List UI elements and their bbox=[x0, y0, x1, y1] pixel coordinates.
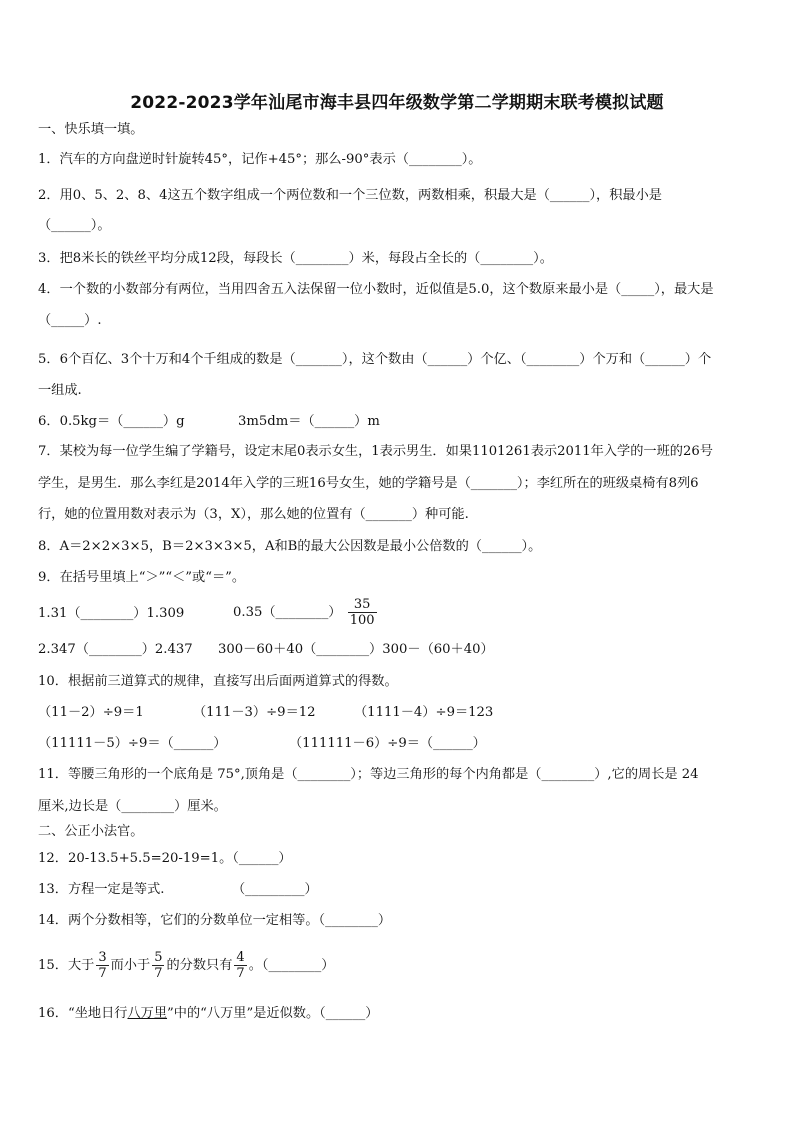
question-7-line-1: 7．某校为每一位学生编了学籍号，设定末尾0表示女生，1表示男生．如果1101261表示2011年入学的一班的26号 bbox=[38, 444, 713, 459]
question-1: 1．汽车的方向盘逆时针旋转45°，记作+45°；那么-90°表示（________）。 bbox=[38, 152, 482, 167]
question-3: 3．把8米长的铁丝平均分成12段，每段长（________）米，每段占全长的（________）。 bbox=[38, 251, 553, 266]
underlined-phrase: 八万里 bbox=[127, 1006, 168, 1021]
question-16: 16．“坐地日行八万里”中的“八万里”是近似数。（______） bbox=[38, 1006, 379, 1021]
question-5-line-1: 5．6个百亿、3个十万和4个千组成的数是（_______），这个数由（______）个亿、（________）个万和（______）个 bbox=[38, 352, 712, 367]
fraction-numerator: 35 bbox=[348, 597, 377, 613]
question-8: 8．A＝2×2×3×5，B＝2×3×3×5，A和B的最大公因数是最小公倍数的（______）。 bbox=[38, 539, 542, 554]
question-10-eq-3: （1111－4）÷9＝123 bbox=[354, 705, 494, 720]
question-6-part-b: 3m5dm＝（______）m bbox=[238, 414, 380, 429]
question-14: 14．两个分数相等，它们的分数单位一定相等。（________） bbox=[38, 913, 392, 928]
question-13: 13．方程一定是等式. bbox=[38, 882, 165, 897]
fraction-denominator: 100 bbox=[349, 613, 375, 628]
page-title: 2022-2023学年汕尾市海丰县四年级数学第二学期期末联考模拟试题 bbox=[130, 93, 664, 113]
question-9-row-2-a: 2.347（________）2.437 bbox=[38, 642, 193, 657]
fraction-5-7: $\frac{5}{7}$ bbox=[154, 950, 163, 981]
section-heading-fill: 一、快乐填一填。 bbox=[38, 122, 144, 137]
question-11-line-2: 厘米,边长是（________）厘米。 bbox=[38, 799, 227, 814]
question-2-line-2: （______）。 bbox=[38, 218, 111, 233]
question-4-line-2: （_____）. bbox=[38, 313, 102, 328]
question-9-row-1-b bbox=[233, 597, 379, 629]
question-9: 9．在括号里填上“＞”“＜”或“＝”。 bbox=[38, 570, 246, 585]
question-15: 15．大于 $\frac{3}{7}$ 而小于 $\frac{5}{7}$ 的分数只有 $\frac{4}{7}$ 。（________） bbox=[38, 950, 335, 981]
question-11-line-1: 11．等腰三角形的一个底角是 75°,顶角是（________）；等边三角形的每个内角都是（________）,它的周长是 24 bbox=[38, 767, 699, 782]
question-10-eq-5: （111111－6）÷9＝（______） bbox=[289, 736, 486, 751]
question-9-row-2-b: 300－60＋40（________）300－（60＋40） bbox=[218, 642, 494, 657]
question-13-answer: （_________） bbox=[232, 882, 318, 897]
question-10: 10．根据前三道算式的规律，直接写出后面两道算式的得数。 bbox=[38, 674, 398, 689]
fraction-35-100 bbox=[348, 597, 377, 628]
question-7-line-2: 学生，是男生．那么李红是2014年入学的三班16号女生，她的学籍号是（_______）；李红所在的班级桌椅有8列6 bbox=[38, 476, 699, 491]
comparison-left: 0.35（________） bbox=[233, 605, 342, 620]
question-9-row-1-a: 1.31（________）1.309 bbox=[38, 606, 185, 621]
question-10-eq-2: （111－3）÷9＝12 bbox=[193, 705, 316, 720]
question-6-part-a: 6．0.5kg＝（______）g bbox=[38, 414, 185, 429]
question-10-eq-4: （11111－5）÷9＝（______） bbox=[38, 736, 227, 751]
question-12: 12．20-13.5+5.5=20-19=1。（______） bbox=[38, 851, 292, 866]
fraction-3-7: $\frac{3}{7}$ bbox=[98, 950, 107, 981]
fraction-4-7: $\frac{4}{7}$ bbox=[236, 950, 245, 981]
question-7-line-3: 行，她的位置用数对表示为（3，X），那么她的位置有（_______）种可能. bbox=[38, 507, 469, 522]
section-heading-judge: 二、公正小法官。 bbox=[38, 824, 144, 839]
question-2-line-1: 2．用0、5、2、8、4这五个数字组成一个两位数和一个三位数，两数相乘，积最大是（______），积最小是 bbox=[38, 188, 662, 203]
question-10-eq-1: （11－2）÷9＝1 bbox=[38, 705, 144, 720]
question-5-line-2: 一组成. bbox=[38, 383, 82, 398]
question-4-line-1: 4．一个数的小数部分有两位，当用四舍五入法保留一位小数时，近似值是5.0，这个数原来最小是（_____），最大是 bbox=[38, 282, 714, 297]
